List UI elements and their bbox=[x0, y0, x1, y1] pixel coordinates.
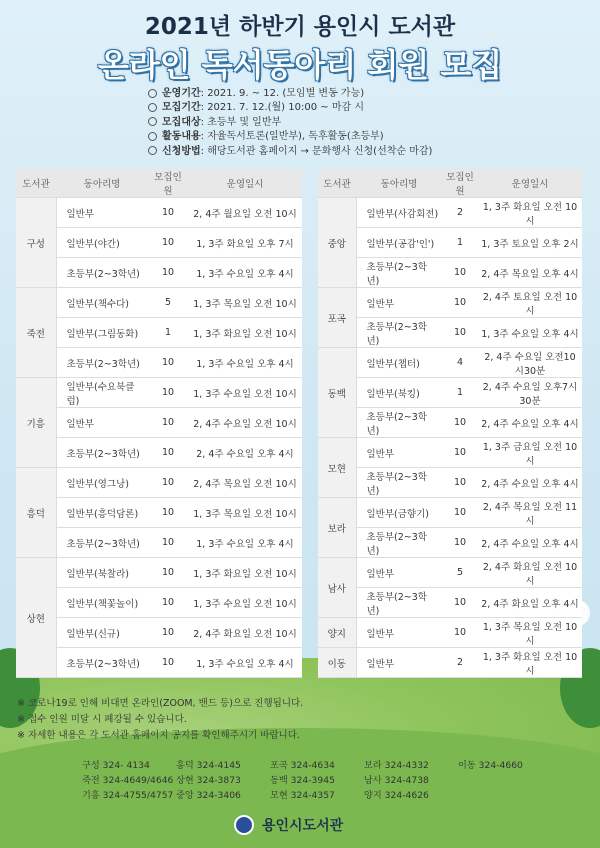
schedule-cell: 2, 4주 수요일 오후7시30분 bbox=[478, 378, 582, 408]
table-row bbox=[318, 498, 582, 528]
table-header-cell: 도서관 bbox=[16, 169, 56, 198]
table-row bbox=[16, 498, 302, 528]
table-row bbox=[16, 618, 302, 648]
club-name-cell: 초등부(2~3학년) bbox=[356, 258, 442, 288]
count-cell: 10 bbox=[148, 378, 188, 408]
club-name-cell: 일반부 bbox=[356, 438, 442, 468]
contact-item: 양지 324-4626 bbox=[364, 790, 429, 801]
club-name-cell: 일반부(북킹) bbox=[356, 378, 442, 408]
club-name-cell: 일반부(그림동화) bbox=[56, 318, 148, 348]
table-row bbox=[16, 408, 302, 438]
club-name-cell: 일반부(사감회전) bbox=[356, 198, 442, 228]
library-cell: 모현 bbox=[318, 438, 356, 498]
schedule-cell: 1, 3주 수요일 오후 4시 bbox=[188, 348, 302, 378]
club-name-cell: 일반부(북찰라) bbox=[56, 558, 148, 588]
library-cell: 기흥 bbox=[16, 378, 56, 468]
count-cell: 10 bbox=[442, 258, 478, 288]
info-row bbox=[148, 145, 588, 159]
count-cell: 10 bbox=[442, 318, 478, 348]
contact-item: 남사 324-4738 bbox=[364, 775, 429, 786]
contact-line bbox=[82, 788, 523, 803]
schedule-cell: 1, 3주 화요일 오전 10시 bbox=[478, 198, 582, 228]
library-cell: 중앙 bbox=[318, 198, 356, 288]
library-cell: 남사 bbox=[318, 558, 356, 618]
note-line: ※ 코로나19로 인해 비대면 온라인(ZOOM, 밴드 등)으로 진행됩니다. bbox=[17, 698, 304, 709]
schedule-cell: 2, 4주 수요일 오후 4시 bbox=[478, 468, 582, 498]
club-name-cell: 일반부(신규) bbox=[56, 618, 148, 648]
club-name-cell: 일반부(수요북클럽) bbox=[56, 378, 148, 408]
contact-item: 동백 324-3945 bbox=[270, 775, 335, 786]
club-name-cell: 일반부 bbox=[56, 408, 148, 438]
info-row bbox=[148, 87, 588, 101]
table-header-cell: 모집인원 bbox=[148, 169, 188, 198]
table-row bbox=[318, 318, 582, 348]
table-row bbox=[16, 378, 302, 408]
count-cell: 10 bbox=[442, 618, 478, 648]
schedule-cell: 1, 3주 수요일 오후 4시 bbox=[478, 318, 582, 348]
count-cell: 10 bbox=[442, 288, 478, 318]
count-cell: 10 bbox=[148, 528, 188, 558]
count-cell: 10 bbox=[148, 588, 188, 618]
table-row bbox=[318, 258, 582, 288]
info-label: 운영기간 bbox=[162, 88, 201, 99]
club-name-cell: 일반부(야간) bbox=[56, 228, 148, 258]
info-value: : 해당도서관 홈페이지 → 문화행사 신청(선착순 마감) bbox=[200, 145, 433, 157]
schedule-cell: 1, 3주 수요일 오후 4시 bbox=[188, 528, 302, 558]
table-row bbox=[318, 468, 582, 498]
schedule-cell: 1, 3주 화요일 오전 10시 bbox=[188, 558, 302, 588]
info-value: : 초등부 및 일반부 bbox=[200, 116, 282, 128]
table-row bbox=[318, 288, 582, 318]
count-cell: 10 bbox=[148, 228, 188, 258]
library-cell: 포곡 bbox=[318, 288, 356, 348]
club-name-cell: 초등부(2~3학년) bbox=[356, 528, 442, 558]
table-row bbox=[318, 648, 582, 678]
count-cell: 10 bbox=[442, 408, 478, 438]
bullet-circle-icon bbox=[148, 89, 157, 98]
contact-item: 모현 324-4357 bbox=[270, 790, 335, 801]
table-row bbox=[318, 348, 582, 378]
count-cell: 10 bbox=[148, 408, 188, 438]
table-header-cell: 동아리명 bbox=[356, 169, 442, 198]
table-row bbox=[318, 438, 582, 468]
club-name-cell: 초등부(2~3학년) bbox=[356, 468, 442, 498]
bullet-circle-icon bbox=[148, 117, 157, 126]
info-value: : 자율독서토론(일반부), 독후활동(초등부) bbox=[200, 131, 384, 143]
count-cell: 10 bbox=[148, 618, 188, 648]
count-cell: 10 bbox=[148, 348, 188, 378]
club-name-cell: 일반부 bbox=[356, 558, 442, 588]
club-table-right bbox=[318, 169, 582, 678]
club-name-cell: 일반부(영그낭) bbox=[56, 468, 148, 498]
schedule-cell: 1, 3주 목요일 오전 10시 bbox=[188, 498, 302, 528]
schedule-cell: 1, 3주 목요일 오전 10시 bbox=[478, 618, 582, 648]
contact-item: 죽전 324-4649/4646 bbox=[82, 775, 174, 786]
table-header-cell: 동아리명 bbox=[56, 169, 148, 198]
schedule-cell: 2, 4주 화요일 오후 4시 bbox=[478, 588, 582, 618]
page-subtitle: 온라인 독서동아리 회원 모집 bbox=[97, 46, 503, 84]
table-header-cell: 운영일시 bbox=[188, 169, 302, 198]
table-header-row bbox=[318, 169, 582, 198]
bullet-circle-icon bbox=[148, 146, 157, 155]
schedule-cell: 2, 4주 월요일 오전 10시 bbox=[188, 198, 302, 228]
schedule-cell: 1, 3주 수요일 오전 10시 bbox=[188, 378, 302, 408]
info-row bbox=[148, 101, 588, 115]
table-row bbox=[16, 258, 302, 288]
contact-item: 상현 324-3873 bbox=[176, 775, 241, 786]
count-cell: 10 bbox=[148, 498, 188, 528]
bullet-circle-icon bbox=[148, 132, 157, 141]
schedule-cell: 2, 4주 수요일 오전 10시 bbox=[188, 408, 302, 438]
note-line: ※ 접수 인원 미달 시 폐강될 수 있습니다. bbox=[17, 714, 187, 725]
info-label: 활동내용 bbox=[162, 131, 201, 143]
count-cell: 10 bbox=[442, 588, 478, 618]
count-cell: 10 bbox=[442, 498, 478, 528]
table-row bbox=[16, 438, 302, 468]
schedule-cell: 2, 4주 화요일 오전 10시 bbox=[188, 618, 302, 648]
schedule-cell: 1, 3주 목요일 오전 10시 bbox=[188, 288, 302, 318]
page-title: 2021년 하반기 용인시 도서관 bbox=[144, 14, 456, 40]
notes bbox=[17, 696, 303, 744]
schedule-cell: 2, 4주 수요일 오전10시30분 bbox=[478, 348, 582, 378]
table-row bbox=[318, 408, 582, 438]
contact-line bbox=[82, 773, 523, 788]
note-line: ※ 자세한 내용은 각 도서관 홈페이지 공지를 확인해주시기 바랍니다. bbox=[17, 730, 300, 741]
club-name-cell: 초등부(2~3학년) bbox=[56, 438, 148, 468]
schedule-cell: 1, 3주 화요일 오전 10시 bbox=[188, 318, 302, 348]
club-name-cell: 일반부(공감'인') bbox=[356, 228, 442, 258]
club-table-left bbox=[16, 169, 302, 678]
city-emblem-icon bbox=[234, 815, 254, 835]
club-name-cell: 초등부(2~3학년) bbox=[56, 528, 148, 558]
logo-text: 용인시도서관 bbox=[262, 818, 344, 834]
table-row bbox=[16, 468, 302, 498]
schedule-cell: 1, 3주 화요일 오후 7시 bbox=[188, 228, 302, 258]
club-name-cell: 초등부(2~3학년) bbox=[56, 648, 148, 678]
contact-item: 구성 324- 4134 bbox=[82, 760, 150, 771]
club-name-cell: 일반부(책꽃놀이) bbox=[56, 588, 148, 618]
table-row bbox=[318, 588, 582, 618]
count-cell: 2 bbox=[442, 198, 478, 228]
schedule-cell: 1, 3주 수요일 오후 4시 bbox=[188, 648, 302, 678]
contact-item: 이동 324-4660 bbox=[458, 760, 523, 771]
club-name-cell: 초등부(2~3학년) bbox=[56, 348, 148, 378]
count-cell: 10 bbox=[148, 558, 188, 588]
table-row bbox=[318, 618, 582, 648]
table-row bbox=[16, 288, 302, 318]
schedule-cell: 2, 4주 토요일 오전 10시 bbox=[478, 288, 582, 318]
library-cell: 죽전 bbox=[16, 288, 56, 378]
contact-item: 기흥 324-4755/4757 bbox=[82, 790, 174, 801]
table-header-cell: 도서관 bbox=[318, 169, 356, 198]
club-name-cell: 초등부(2~3학년) bbox=[56, 258, 148, 288]
count-cell: 4 bbox=[442, 348, 478, 378]
count-cell: 5 bbox=[148, 288, 188, 318]
schedule-cell: 1, 3주 수요일 오전 10시 bbox=[188, 588, 302, 618]
table-row bbox=[16, 648, 302, 678]
table-row bbox=[16, 558, 302, 588]
club-name-cell: 일반부 bbox=[356, 618, 442, 648]
schedule-cell: 2, 4주 목요일 오전 10시 bbox=[188, 468, 302, 498]
schedule-cell: 2, 4주 화요일 오전 10시 bbox=[478, 558, 582, 588]
count-cell: 10 bbox=[148, 648, 188, 678]
library-cell: 보라 bbox=[318, 498, 356, 558]
schedule-cell: 2, 4주 목요일 오후 4시 bbox=[478, 258, 582, 288]
library-cell: 구성 bbox=[16, 198, 56, 288]
info-label: 모집기간 bbox=[162, 102, 201, 114]
table-header-cell: 운영일시 bbox=[478, 169, 582, 198]
info-label: 신청방법 bbox=[162, 145, 201, 157]
count-cell: 10 bbox=[148, 438, 188, 468]
library-cell: 흥덕 bbox=[16, 468, 56, 558]
club-name-cell: 초등부(2~3학년) bbox=[356, 588, 442, 618]
library-cell: 상현 bbox=[16, 558, 56, 678]
table-row bbox=[16, 528, 302, 558]
club-name-cell: 초등부(2~3학년) bbox=[356, 318, 442, 348]
info-list bbox=[148, 87, 588, 159]
table-row bbox=[16, 198, 302, 228]
footer-logo bbox=[234, 815, 343, 835]
club-name-cell: 일반부 bbox=[56, 198, 148, 228]
club-name-cell: 일반부(책수다) bbox=[56, 288, 148, 318]
library-cell: 이동 bbox=[318, 648, 356, 678]
contact-item: 포곡 324-4634 bbox=[270, 760, 335, 771]
table-row bbox=[16, 348, 302, 378]
bullet-circle-icon bbox=[148, 103, 157, 112]
schedule-cell: 1, 3주 화요일 오전 10시 bbox=[478, 648, 582, 678]
club-name-cell: 일반부(챕터) bbox=[356, 348, 442, 378]
schedule-cell: 1, 3주 토요일 오후 2시 bbox=[478, 228, 582, 258]
table-row bbox=[318, 528, 582, 558]
schedule-cell: 1, 3주 금요일 오전 10시 bbox=[478, 438, 582, 468]
contact-item: 보라 324-4332 bbox=[364, 760, 429, 771]
club-name-cell: 초등부(2~3학년) bbox=[356, 408, 442, 438]
table-row bbox=[16, 228, 302, 258]
count-cell: 5 bbox=[442, 558, 478, 588]
schedule-cell: 2, 4주 수요일 오후 4시 bbox=[478, 528, 582, 558]
club-name-cell: 일반부 bbox=[356, 648, 442, 678]
contact-line bbox=[82, 758, 523, 773]
info-label: 모집대상 bbox=[162, 116, 201, 128]
count-cell: 10 bbox=[442, 468, 478, 498]
schedule-cell: 1, 3주 수요일 오후 4시 bbox=[188, 258, 302, 288]
count-cell: 10 bbox=[442, 528, 478, 558]
contact-item: 중앙 324-3406 bbox=[176, 790, 241, 801]
club-name-cell: 일반부(금향기) bbox=[356, 498, 442, 528]
schedule-cell: 2, 4주 수요일 오후 4시 bbox=[188, 438, 302, 468]
info-row bbox=[148, 116, 588, 130]
info-value: : 2021. 9. ~ 12. (모임별 변동 가능) bbox=[200, 88, 365, 99]
club-name-cell: 일반부 bbox=[356, 288, 442, 318]
library-cell: 동백 bbox=[318, 348, 356, 438]
table-header-cell: 모집인원 bbox=[442, 169, 478, 198]
table-row bbox=[16, 588, 302, 618]
table-row bbox=[318, 378, 582, 408]
schedule-cell: 2, 4주 수요일 오후 4시 bbox=[478, 408, 582, 438]
info-row bbox=[148, 130, 588, 144]
count-cell: 1 bbox=[442, 378, 478, 408]
count-cell: 2 bbox=[442, 648, 478, 678]
contacts bbox=[82, 758, 523, 803]
count-cell: 10 bbox=[148, 468, 188, 498]
count-cell: 10 bbox=[148, 258, 188, 288]
table-header-row bbox=[16, 169, 302, 198]
count-cell: 10 bbox=[442, 438, 478, 468]
info-value: : 2021. 7. 12.(월) 10:00 ~ 마감 시 bbox=[200, 102, 364, 114]
schedule-cell: 2, 4주 목요일 오전 11시 bbox=[478, 498, 582, 528]
table-row bbox=[16, 318, 302, 348]
table-row bbox=[318, 228, 582, 258]
club-name-cell: 일반부(흥덕담론) bbox=[56, 498, 148, 528]
table-row bbox=[318, 558, 582, 588]
count-cell: 1 bbox=[148, 318, 188, 348]
contact-item: 흥덕 324-4145 bbox=[176, 760, 241, 771]
table-row bbox=[318, 198, 582, 228]
count-cell: 10 bbox=[148, 198, 188, 228]
count-cell: 1 bbox=[442, 228, 478, 258]
library-cell: 양지 bbox=[318, 618, 356, 648]
